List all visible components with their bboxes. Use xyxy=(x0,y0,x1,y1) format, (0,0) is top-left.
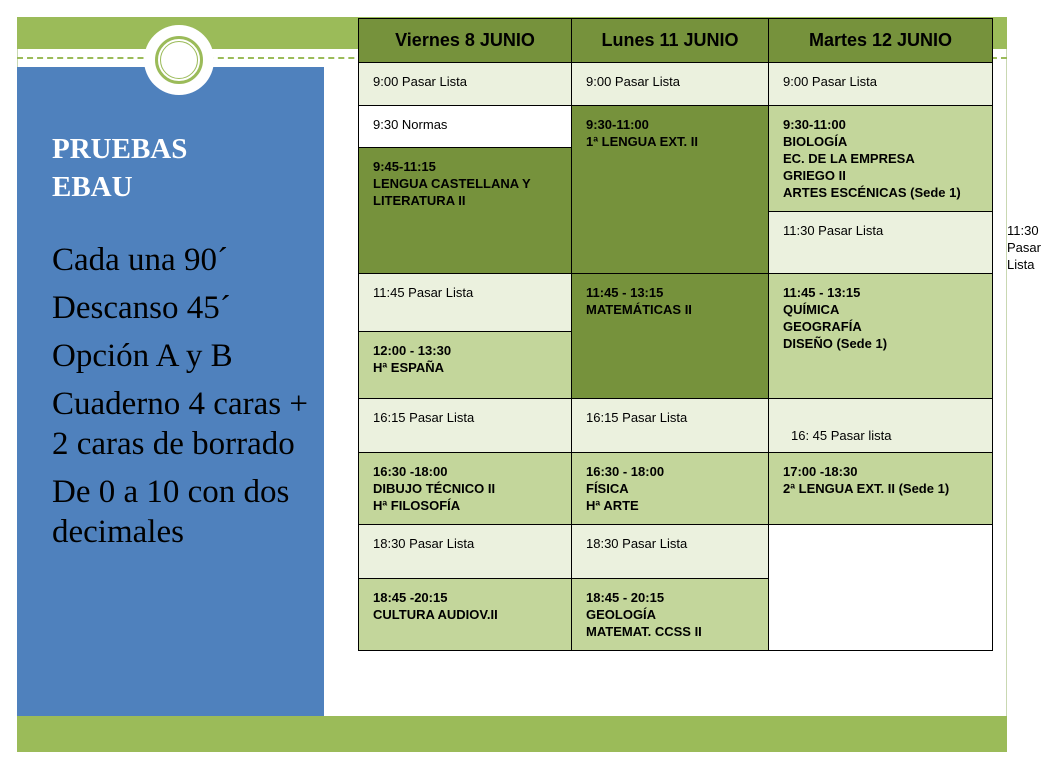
table-cell xyxy=(769,525,993,651)
table-cell: 11:45 Pasar Lista xyxy=(359,274,572,332)
table-cell: 16:30 - 18:00 FÍSICA Hª ARTE xyxy=(572,453,769,525)
table-cell: 9:00 Pasar Lista xyxy=(769,63,993,106)
table-row xyxy=(359,106,993,148)
table-row xyxy=(359,63,993,106)
table-cell: 18:30 Pasar Lista xyxy=(359,525,572,579)
rule-options: Opción A y B xyxy=(52,338,233,374)
table-cell: 9:00 Pasar Lista xyxy=(572,63,769,106)
rule-break: Descanso 45´ xyxy=(52,290,231,326)
circle-ornament-core xyxy=(160,41,198,79)
table-cell: 16:15 Pasar Lista xyxy=(572,399,769,453)
header-lunes: Lunes 11 JUNIO xyxy=(572,19,769,63)
rule-duration: Cada una 90´ xyxy=(52,242,228,278)
header-martes: Martes 12 JUNIO xyxy=(769,19,993,63)
header-viernes: Viernes 8 JUNIO xyxy=(359,19,572,63)
table-row xyxy=(359,525,993,579)
table-row: 11:30 Pasar Lista 11:30 Pasar Lista xyxy=(359,212,993,274)
table-cell: 16: 45 Pasar lista xyxy=(769,399,993,453)
bottom-accent-bar xyxy=(17,716,1007,752)
table-cell: 16:30 -18:00 DIBUJO TÉCNICO II Hª FILOSOFÍA xyxy=(359,453,572,525)
table-row xyxy=(359,399,993,453)
table-cell: 12:00 - 13:30 Hª ESPAÑA xyxy=(359,332,572,399)
table-cell: 9:30-11:00 1ª LENGUA EXT. II xyxy=(572,106,769,274)
table-cell: 9:00 Pasar Lista xyxy=(359,63,572,106)
table-cell: 11:30 Pasar Lista xyxy=(769,212,993,274)
table-cell: 11:45 - 13:15 QUÍMICA GEOGRAFÍA DISEÑO (Sede 1) xyxy=(769,274,993,399)
table-cell: 18:30 Pasar Lista xyxy=(572,525,769,579)
table-cell: 9:45-11:15 LENGUA CASTELLANA Y LITERATURA II xyxy=(359,148,572,274)
table-cell: 11:45 - 13:15 MATEMÁTICAS II xyxy=(572,274,769,399)
table-cell: 9:30 Normas xyxy=(359,106,572,148)
table-cell: 18:45 -20:15 CULTURA AUDIOV.II xyxy=(359,579,572,651)
exam-rules-list xyxy=(52,240,320,560)
table-header-row xyxy=(359,19,993,63)
rule-grading: De 0 a 10 con dos decimales xyxy=(52,474,290,550)
slide-title: PRUEBAS EBAU xyxy=(52,133,188,203)
table-row xyxy=(359,453,993,525)
table-cell: 16:15 Pasar Lista xyxy=(359,399,572,453)
rule-booklet: Cuaderno 4 caras + 2 caras de borrado xyxy=(52,386,308,462)
table-row xyxy=(359,274,993,332)
table-cell: 18:45 - 20:15 GEOLOGÍA MATEMAT. CCSS II xyxy=(572,579,769,651)
table-cell: 17:00 -18:30 2ª LENGUA EXT. II (Sede 1) xyxy=(769,453,993,525)
exam-schedule-table xyxy=(358,18,1041,651)
table-cell: 9:30-11:00 BIOLOGÍA EC. DE LA EMPRESA GRIEGO II ARTES ESCÉNICAS (Sede 1) xyxy=(769,106,993,212)
